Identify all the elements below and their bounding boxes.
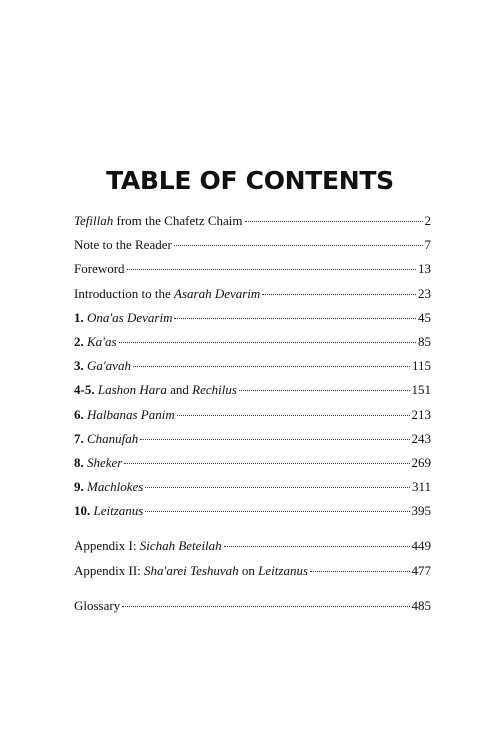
toc-entry-title [74,334,117,350]
dot-leader [239,390,410,391]
dot-leader [310,571,409,572]
dot-leader [124,463,409,464]
toc-entry-title [74,310,172,326]
title-text: Tefillah [74,213,114,228]
page-number: 395 [411,503,431,519]
title-text: Note to the Reader [74,237,172,253]
title-text: Foreword [74,261,125,277]
title-text: and [166,382,193,398]
page-number: 213 [411,406,431,422]
page-number: 23 [418,285,431,301]
toc-group [74,538,431,586]
page-number: 7 [424,237,431,253]
title-text: Rechilus [192,382,237,398]
dot-leader [174,318,416,319]
page-number: 477 [411,562,431,578]
chapter-number: 10. [74,503,91,519]
chapter-number: 8. [74,454,84,470]
toc-entry-title [74,455,122,471]
toc-entry [74,563,431,587]
toc-entry-title [74,358,131,374]
toc-entry [74,382,431,406]
title-text: Halbanas Panim [87,406,175,422]
title-text: Leitzanus [93,503,144,519]
title-text: Ga'avah [87,358,131,374]
toc-entry [74,538,431,562]
chapter-number: 2. [74,333,84,349]
dot-leader [140,439,409,440]
title-text: on [238,562,259,578]
page-number: 115 [411,358,431,374]
dot-leader [145,511,409,512]
title-text: Lashon Hara [97,382,167,398]
page-title: TABLE OF CONTENTS [106,166,394,195]
title-text: Ona'as Devarim [87,309,173,325]
title-text: Sichah Beteilah [139,538,222,554]
dot-leader [127,269,416,270]
title-text: Machlokes [87,479,144,495]
toc-entry-title [74,538,222,554]
page-number: 311 [411,479,431,495]
toc-entry-title [74,503,143,519]
toc-group [74,598,431,622]
chapter-number: 9. [74,479,84,495]
chapter-number: 3. [74,358,84,374]
toc-entry [74,334,431,358]
chapter-number: 6. [74,406,84,422]
toc-entry-title [74,382,237,398]
title-text: Glossary [74,597,121,613]
dot-leader [174,245,423,246]
toc-entry-title [74,261,125,277]
dot-leader [177,415,410,416]
toc-group [74,213,431,527]
dot-leader [262,294,416,295]
toc-entry [74,358,431,382]
toc-entry-title [74,431,138,447]
page-number: 485 [411,597,431,613]
toc-entry-title [74,237,172,253]
title-text: Appendix II: [74,562,145,578]
toc-entry [74,407,431,431]
dot-leader [145,487,410,488]
dot-leader [119,342,416,343]
title-text: Sha'arei Teshuvah [144,562,239,578]
chapter-number: 1. [74,309,84,325]
title-text: from the Chafetz Chaim [113,213,243,228]
title-text: Chanufah [87,430,139,446]
page-number: 45 [418,309,431,325]
dot-leader [245,221,423,222]
toc-entry-title [74,407,175,423]
toc-entry-title [74,286,260,302]
toc-entry-title [74,563,308,579]
toc-entry [74,310,431,334]
toc-entry [74,286,431,310]
title-text: Ka'as [87,333,117,349]
toc-entry-title [74,213,243,229]
title-text: Introduction to the [74,285,175,301]
page-number: 151 [411,382,431,398]
toc-entry-title [74,479,143,495]
toc-entry [74,598,431,622]
toc-entry [74,261,431,285]
dot-leader [122,606,409,607]
page-number: 13 [418,261,431,277]
title-text: Leitzanus [258,562,309,578]
toc-entry [74,213,431,237]
title-text: Asarah Devarim [174,285,261,301]
toc-entry [74,431,431,455]
page-number: 85 [418,333,431,349]
page-number: 449 [411,538,431,554]
toc-entry [74,455,431,479]
page-number: 269 [411,454,431,470]
toc-entry [74,479,431,503]
page-number: 2 [424,213,431,228]
dot-leader [224,546,410,547]
chapter-number: 4-5. [74,382,95,398]
toc-entry-title [74,598,120,614]
toc-entry [74,237,431,261]
table-of-contents [74,213,431,622]
toc-entry [74,503,431,527]
chapter-number: 7. [74,430,84,446]
title-text: Sheker [87,454,123,470]
dot-leader [133,366,410,367]
page-number: 243 [411,430,431,446]
title-text: Appendix I: [74,538,140,554]
